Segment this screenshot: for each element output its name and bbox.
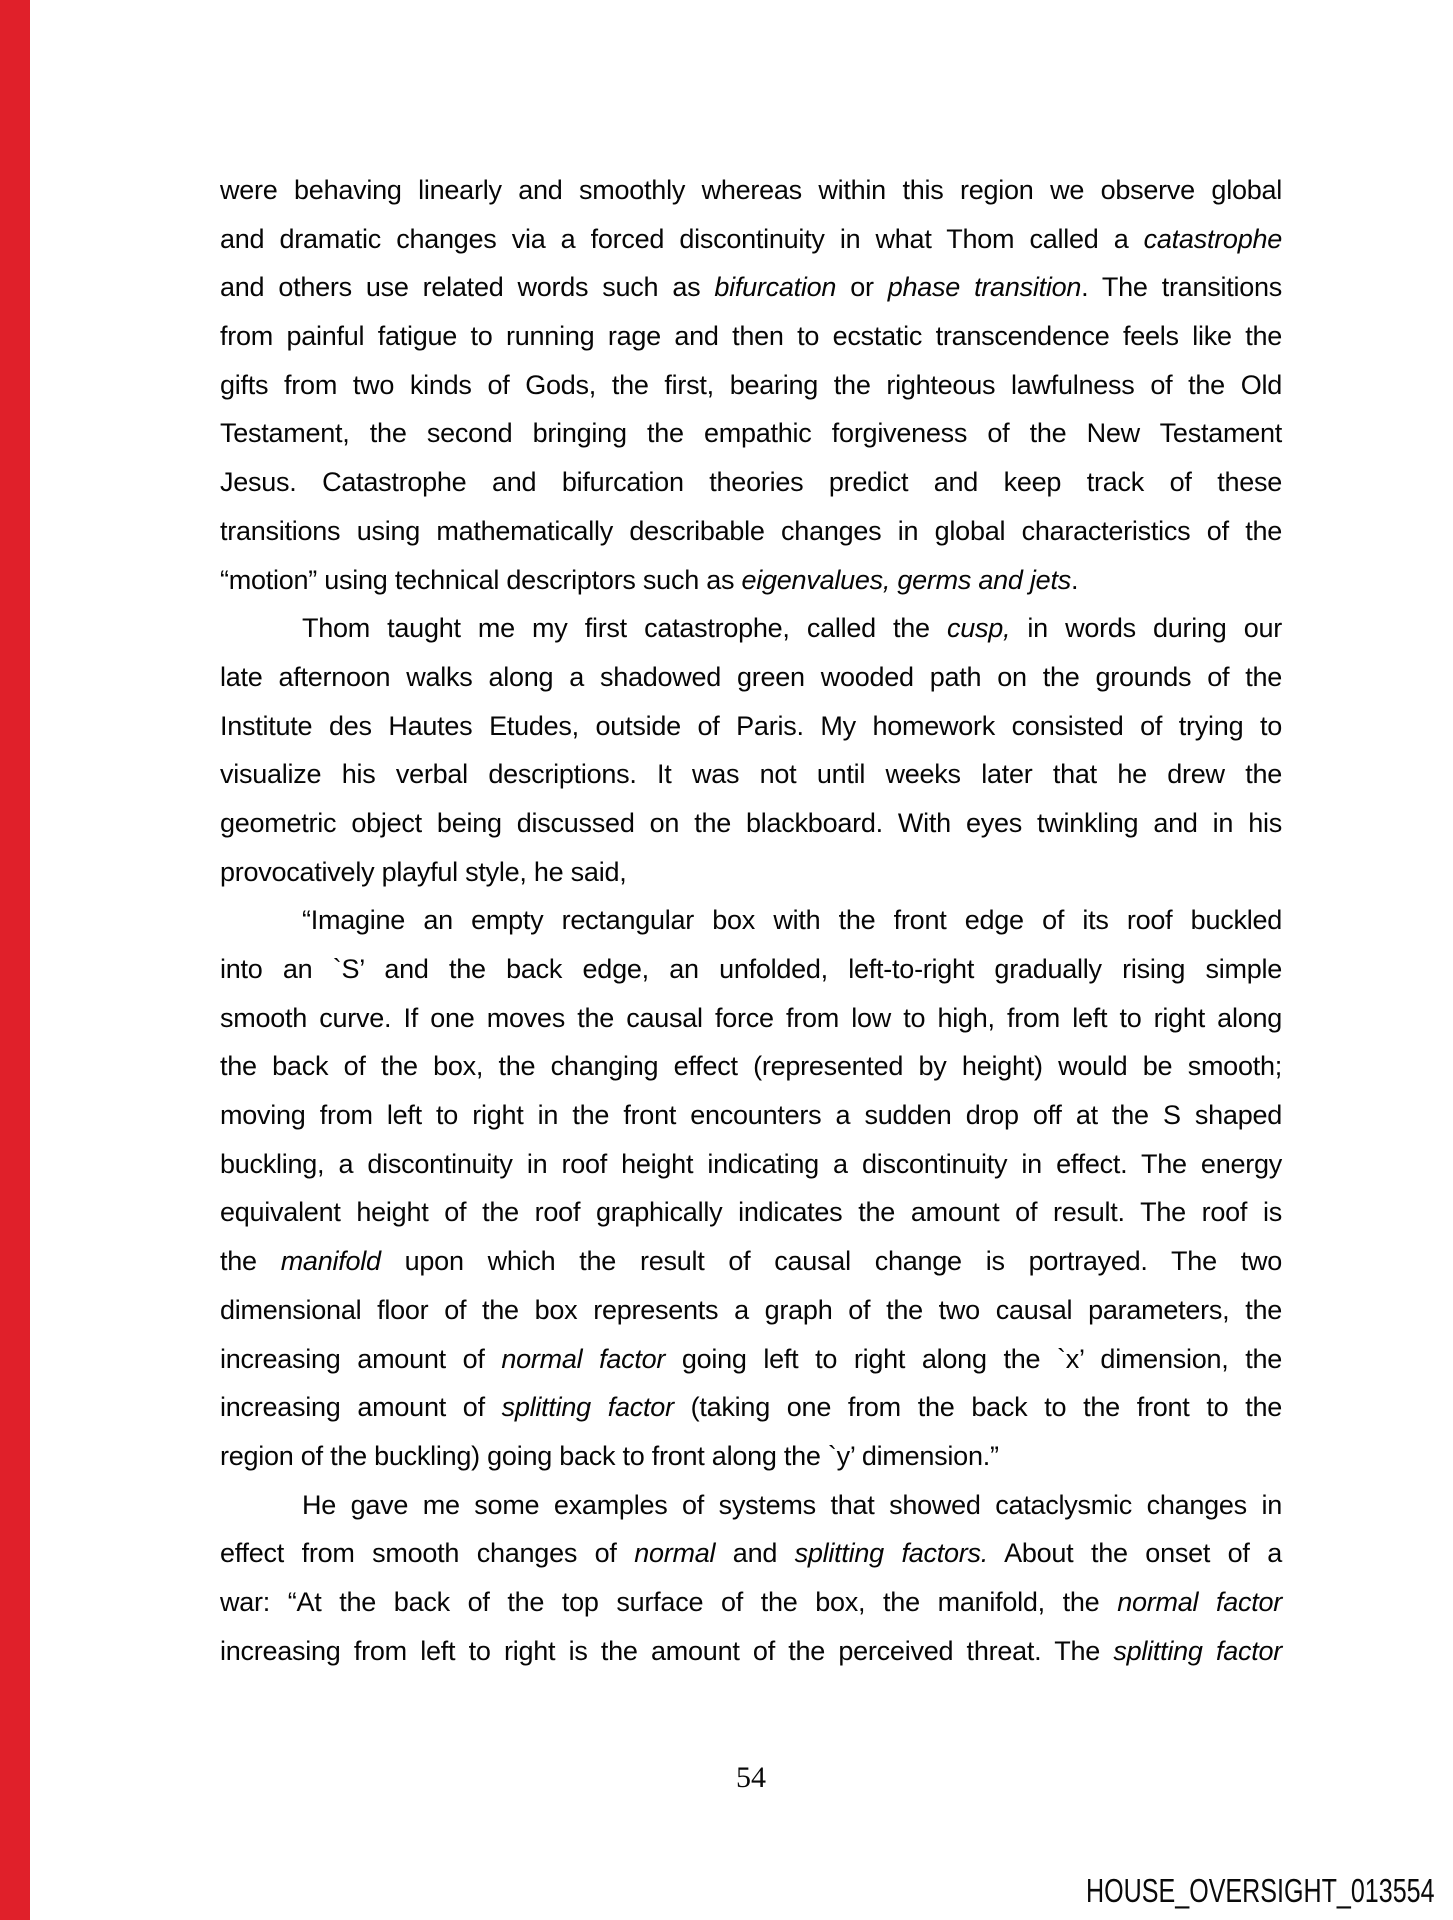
text-segment: region of the buckling) going back to front along the `y’ dimension.”: [220, 1440, 999, 1471]
bates-number: HOUSE_OVERSIGHT_013554: [1086, 1872, 1435, 1909]
text-segment: increasing amount of: [220, 1343, 502, 1374]
text-line: [220, 556, 1282, 605]
text-segment: in words during our: [1010, 613, 1282, 644]
italic-text-segment: manifold: [280, 1246, 381, 1277]
paragraph: [220, 166, 1282, 604]
text-segment: moving from left to right in the front encounters a sudden drop off at the S shaped: [220, 1100, 1282, 1131]
text-segment: Testament, the second bringing the empathic forgiveness of the New Testament: [220, 418, 1282, 449]
text-segment: About the onset of a: [988, 1538, 1282, 1569]
paragraph: [220, 1481, 1282, 1676]
text-segment: upon which the result of causal change is portrayed. The two: [380, 1246, 1282, 1277]
text-segment: and: [715, 1538, 795, 1569]
text-line: [220, 1335, 1282, 1384]
text-line: [220, 1286, 1282, 1335]
text-line: [220, 896, 1282, 945]
italic-text-segment: splitting factor: [1113, 1635, 1282, 1666]
italic-text-segment: bifurcation: [714, 272, 837, 303]
text-segment: . The transitions: [1081, 272, 1282, 303]
text-segment: into an `S’ and the back edge, an unfolded, left-to-right gradually rising simple: [220, 954, 1282, 984]
paragraph: [220, 604, 1282, 896]
text-segment: from painful fatigue to running rage and then to ecstatic transcendence feels like the: [220, 321, 1282, 352]
text-line: [220, 263, 1282, 312]
italic-text-segment: cusp,: [946, 613, 1011, 644]
italic-text-segment: catastrophe: [1143, 223, 1282, 254]
text-line: [220, 1529, 1282, 1578]
text-segment: smooth curve. If one moves the causal force from low to high, from left to right along: [220, 1002, 1282, 1033]
text-line: [220, 945, 1282, 994]
text-segment: transitions using mathematically describable changes in global characteristics of the: [220, 515, 1282, 546]
text-line: [220, 799, 1282, 848]
text-segment: (taking one from the back to the front to the: [673, 1392, 1282, 1423]
text-segment: going left to right along the `x’ dimension, the: [665, 1343, 1283, 1374]
italic-text-segment: normal factor: [1117, 1586, 1282, 1617]
text-line: [220, 1432, 1282, 1481]
production-edge-red-bar: [0, 0, 30, 1920]
text-line: [220, 702, 1282, 751]
paragraph: [220, 896, 1282, 1480]
text-segment: late afternoon walks along a shadowed green wooded path on the grounds of the: [220, 661, 1282, 692]
text-segment: the: [220, 1246, 281, 1277]
text-segment: gifts from two kinds of Gods, the first, bearing the righteous lawfulness of the Old: [220, 369, 1282, 400]
text-segment: .: [1070, 564, 1079, 595]
text-segment: He gave me some examples of systems that showed cataclysmic changes in: [302, 1489, 1282, 1520]
text-line: [220, 458, 1282, 507]
text-line: [220, 848, 1282, 897]
text-line: [220, 215, 1282, 264]
text-line: [220, 1140, 1282, 1189]
text-segment: increasing from left to right is the amount of the perceived threat. The: [220, 1635, 1114, 1666]
text-line: [220, 1383, 1282, 1432]
text-line: [220, 1042, 1282, 1091]
italic-text-segment: normal: [634, 1538, 716, 1569]
text-line: [220, 750, 1282, 799]
text-line: [220, 604, 1282, 653]
text-line: [220, 166, 1282, 215]
text-segment: Institute des Hautes Etudes, outside of Paris. My homework consisted of trying to: [220, 710, 1282, 741]
text-line: [220, 1188, 1282, 1237]
text-segment: effect from smooth changes of: [220, 1538, 635, 1569]
text-line: [220, 507, 1282, 556]
text-segment: war: “At the back of the top surface of the box, the manifold, the: [220, 1586, 1118, 1617]
italic-text-segment: phase transition: [887, 272, 1082, 303]
document-text-block: [220, 166, 1282, 1675]
text-line: [220, 361, 1282, 410]
text-segment: visualize his verbal descriptions. It was not until weeks later that he drew the: [220, 759, 1282, 790]
text-segment: provocatively playful style, he said,: [220, 856, 627, 887]
italic-text-segment: normal factor: [501, 1343, 666, 1374]
text-line: [220, 1091, 1282, 1140]
text-line: [220, 1481, 1282, 1530]
text-line: [220, 1578, 1282, 1627]
text-line: [220, 1627, 1282, 1676]
text-segment: “motion” using technical descriptors such as: [220, 564, 742, 595]
text-segment: and others use related words such as: [220, 272, 715, 303]
text-segment: Jesus. Catastrophe and bifurcation theories predict and keep track of these: [220, 467, 1282, 498]
text-segment: or: [836, 272, 888, 303]
text-line: [220, 1237, 1282, 1286]
italic-text-segment: splitting factor: [501, 1392, 674, 1423]
text-line: [220, 312, 1282, 361]
text-segment: increasing amount of: [220, 1392, 502, 1423]
text-line: [220, 409, 1282, 458]
page-number: 54: [736, 1761, 766, 1794]
text-segment: were behaving linearly and smoothly whereas within this region we observe global: [220, 175, 1282, 205]
text-segment: the back of the box, the changing effect (represented by height) would be smooth;: [220, 1051, 1282, 1082]
text-segment: buckling, a discontinuity in roof height indicating a discontinuity in effect. The energy: [220, 1148, 1282, 1179]
text-segment: dimensional floor of the box represents a graph of the two causal parameters, the: [220, 1294, 1282, 1325]
italic-text-segment: eigenvalues, germs and jets: [741, 564, 1071, 595]
text-segment: “Imagine an empty rectangular box with the front edge of its roof buckled: [302, 905, 1282, 936]
text-line: [220, 994, 1282, 1043]
italic-text-segment: splitting factors.: [794, 1538, 989, 1569]
text-line: [220, 653, 1282, 702]
text-segment: and dramatic changes via a forced discontinuity in what Thom called a: [220, 223, 1144, 254]
text-segment: geometric object being discussed on the blackboard. With eyes twinkling and in his: [220, 807, 1282, 838]
text-segment: equivalent height of the roof graphically indicates the amount of result. The roof is: [220, 1197, 1282, 1228]
text-segment: Thom taught me my first catastrophe, called the: [302, 613, 947, 644]
